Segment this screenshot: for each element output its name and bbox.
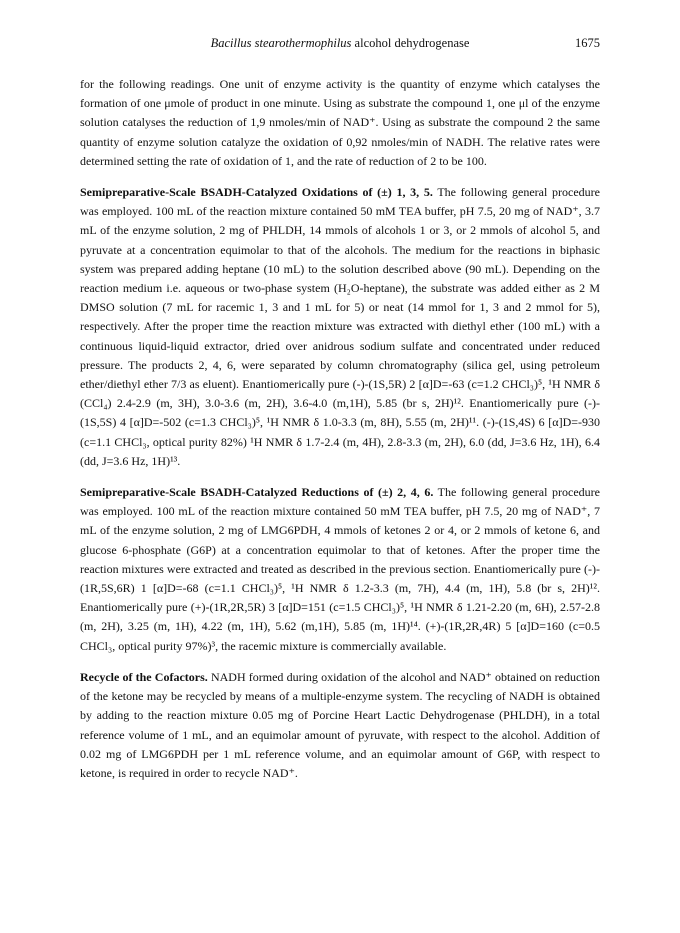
section-heading: Semipreparative-Scale BSADH-Catalyzed Reductions of (±) 2, 4, 6. — [80, 485, 434, 500]
paragraph-reductions — [80, 483, 600, 656]
paragraph-activity-definition — [80, 75, 600, 171]
running-header — [80, 36, 600, 54]
page-number: 1675 — [575, 36, 600, 50]
paragraph-text: NADH formed during oxidation of the alcohol and NAD⁺ obtained on reduction of the ketone may be recycled by means of a multiple-enzyme system. The recycling of NADH is obtained by adding to the reaction mixture 0.05 mg of Porcine Heart Lactic Dehydrogenase (PHLDH), in a total reference volume of 1 mL, and an equimolar amount of pyruvate, with respect to the alcohol. Addition of 0.02 mg of LMG6PDH per 1 mL reference volume, and an equimolar amount of G6P, with respect to ketone, is required in order to recycle NAD⁺. — [80, 669, 601, 780]
paragraph-text: The following general procedure was employed. 100 mL of the reaction mixture contained 50 mM TEA buffer, pH 7.5, 20 mg of NAD⁺, 7 mL of the enzyme solution, 2 mg of LMG6PDH, 4 mmols of ketones 2 or 4, or 2 mmols of ketone 6, and glucose 6-phosphate (G6P) at a concentration equimolar to that of ketones. After the proper time the reaction mixtures were extracted and treated as described in the previous section. Enantiomerically pure (-)-(1R,5S,6R) 1 [α]D=-68 (c=1.1 CHCl₃)⁵, ¹H NMR δ 1.2-3.3 (m, 7H), 4.4 (m, 1H), 5.8 (br s, 2H)¹². Enantiomerically pure (+)-(1R,2R,5R) 3 [α]D=151 (c=1.5 CHCl₃)⁵, ¹H NMR δ 1.21-2.20 (m, 6H), 2.57-2.8 (m, 2H), 3.25 (m, 1H), 4.22 (m, 1H), 5.62 (m,1H), 5.85 (m, 1H)¹⁴. (+)-(1R,2R,4R) 5 [α]D=160 (c=0.5 CHCl₃, optical purity 97%)³, the racemic mixture is commercially available. — [80, 485, 600, 653]
paragraph-text: for the following readings. One unit of enzyme activity is the quantity of enzyme which catalyses the formation of one μmole of product in one minute. Using as substrate the compound 1, one μl of the enzyme solution catalyses the reduction of 1,9 nmoles/min of NAD⁺. Using as substrate the compound 2 the same quantity of enzyme solution catalyze the oxidation of 0,92 nmoles/min of NADH. The relative rates were determined setting the rate of oxidation of 1, and the rate of reduction of 2 to be 100. — [80, 77, 600, 168]
running-title-italic: Bacillus stearothermophilus — [210, 36, 352, 50]
paragraph-text: The following general procedure was employed. 100 mL of the reaction mixture contained 50 mM TEA buffer, pH 7.5, 20 mg of NAD⁺, 3.7 mL of the enzyme solution, 2 mg of PHLDH, 14 mmols of alcohols 1 or 3, or 2 mmols of alcohol 5, and pyruvate at a concentration equimolar to that of the alcohols. The medium for the reactions in biphasic system was prepared adding heptane (10 mL) to the solution described above (90 mL). Depending on the reaction medium i.e. aqueous or two-phase system (H₂O-heptane), the substrate was added either as 2 M DMSO solution (7 mL for racemic 1, 3 and 1 mL for 5) or neat (14 mmol for 1, 3 and 2 mmol for 5), respectively. After the proper time the reaction mixture was extracted with diethyl ether (100 mL) with a continuous liquid-liquid extractor, dried over anidrous sodium sulfate and concentrated under reduced pressure. The products 2, 4, 6, were separated by column chromatography (silica gel, using petroleum ether/diethyl ether 7/3 as eluent). Enantiomerically pure (-)-(1S,5R) 2 [α]D=-63 (c=1.2 CHCl₃)⁵, ¹H NMR δ (CCl₄) 2.4-2.9 (m, 3H), 3.0-3.6 (m, 2H), 3.6-4.0 (m,1H), 5.85 (br s, 2H)¹². Enantiomerically pure (-)-(1S,5S) 4 [α]D=-502 (c=1.3 CHCl₃)⁵, ¹H NMR δ 1.0-3.3 (m, 8H), 5.55 (m, 2H)¹¹. (-)-(1S,4S) 6 [α]D=-930 (c=1.1 CHCl₃, optical purity 82%) ¹H NMR δ 1.7-2.4 (m, 4H), 2.8-3.3 (m, 2H), 6.0 (dd, J=3.6 Hz, 1H), 6.4 (dd, J=3.6 Hz, 1H)¹³. — [80, 185, 600, 468]
running-title-rest: alcohol dehydrogenase — [351, 36, 470, 50]
section-heading: Semipreparative-Scale BSADH-Catalyzed Oxidations of (±) 1, 3, 5. — [80, 185, 433, 200]
paragraph-cofactor-recycle — [80, 668, 600, 783]
running-title — [80, 36, 600, 51]
paragraph-oxidations — [80, 183, 600, 471]
article-body — [80, 75, 600, 795]
section-heading: Recycle of the Cofactors. — [80, 669, 208, 684]
